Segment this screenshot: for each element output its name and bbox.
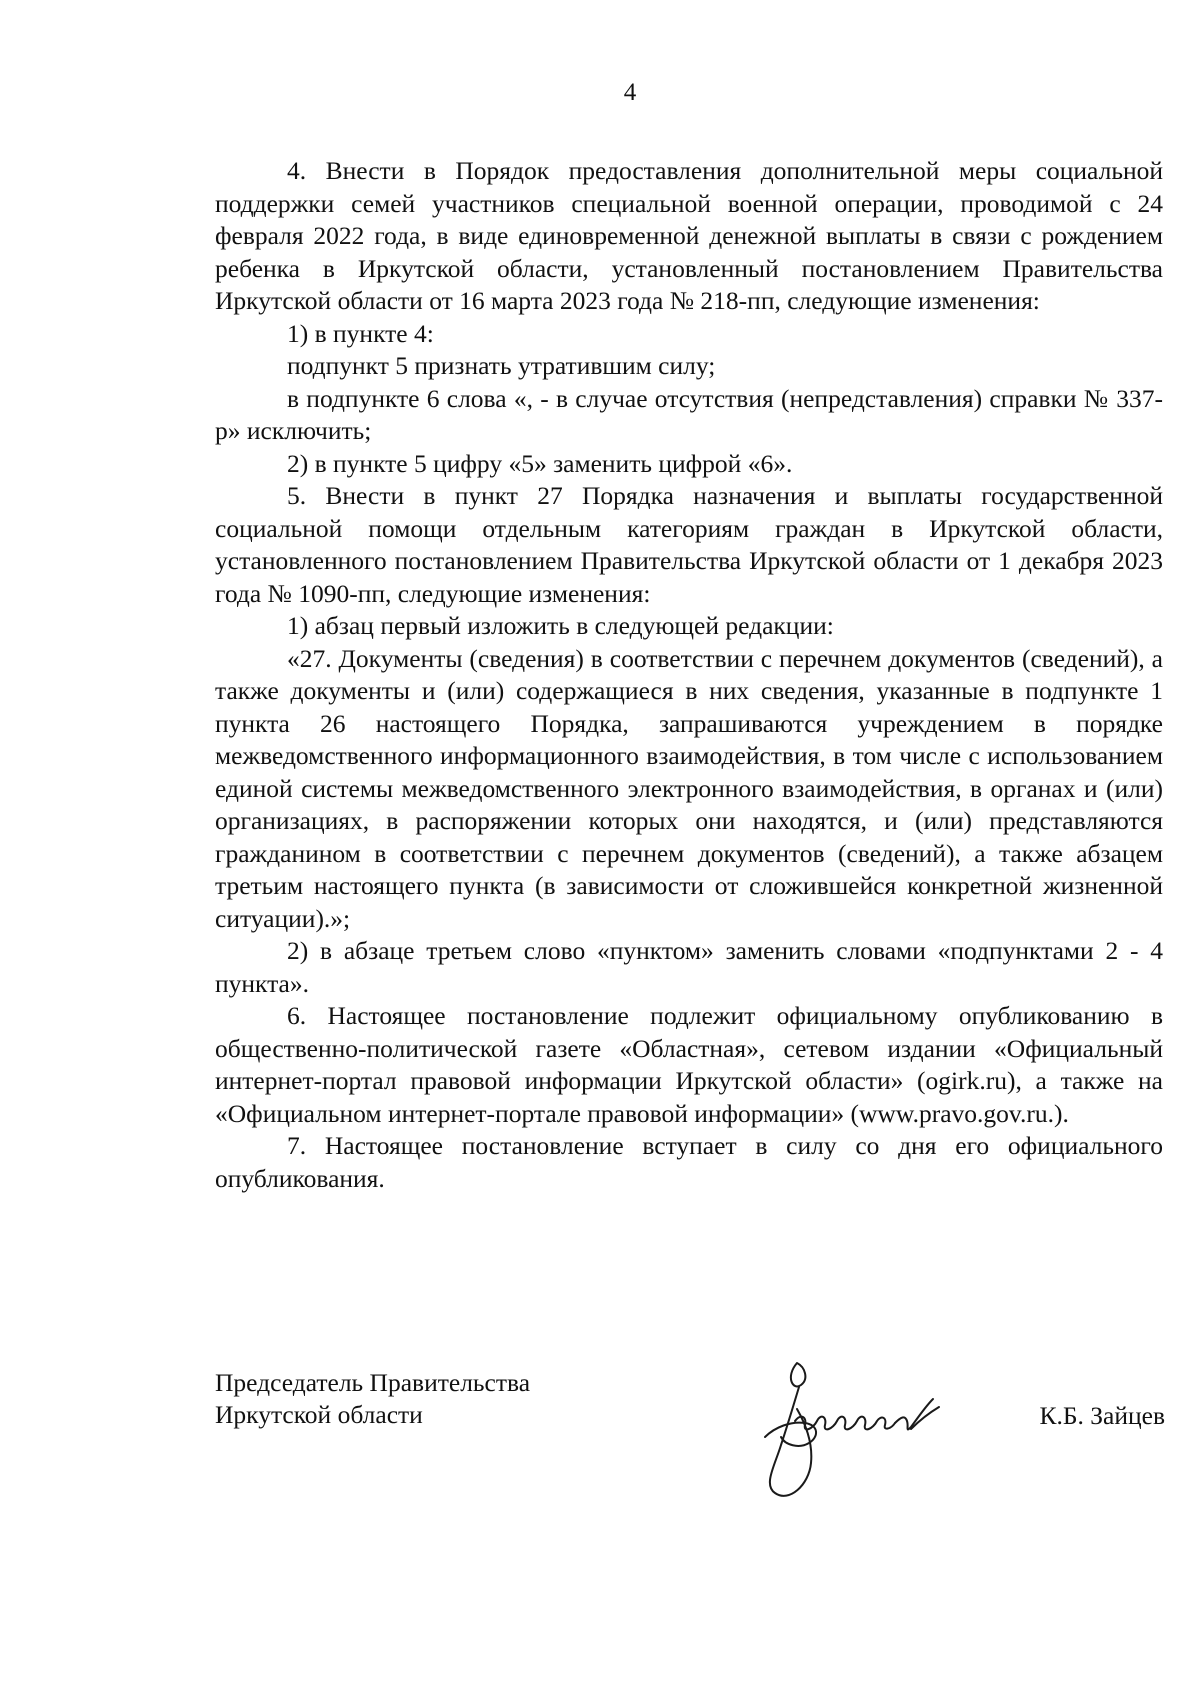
paragraph-quoted-27: «27. Документы (сведения) в соответствии с перечнем документов (сведений), а также документы и (или) содержащиеся в них сведения, указанные в подпункте 1 пункта 26 настоящего Порядка, запрашиваются учреждением в порядке межведомственного информационного взаимодействия, в том числе с использованием единой системы межведомственного электронного взаимодействия, в органах и (или) организациях, в распоряжении которых они находятся, и (или) представляются гражданином в соответствии с перечнем документов (сведений), а также абзацем третьим настоящего пункта (в зависимости от сложившейся конкретной жизненной ситуации).»; — [215, 643, 1163, 933]
signer-title-line-1: Председатель Правительства — [215, 1368, 531, 1397]
signer-title-line-2: Иркутской области — [215, 1400, 423, 1429]
paragraph-subitem-1: 1) в пункте 4: — [287, 318, 434, 348]
paragraph-subpoint-6: в подпункте 6 слова «, - в случае отсутствия (непредставления) справки № 337-р» исключить; — [215, 383, 1163, 445]
paragraph-item-5-subitem-1: 1) абзац первый изложить в следующей редакции: — [287, 611, 834, 640]
paragraph-item-5: 5. Внести в пункт 27 Порядка назначения и выплаты государственной социальной помощи отдельным категориям граждан в Иркутской области, установленного постановлением Правительства Иркутской области от 1 декабря 2023 года № 1090-пп, следующие изменения: — [215, 481, 1163, 608]
page-number: 4 — [623, 79, 637, 106]
paragraph-item-5-subitem-2: 2) в абзаце третьем слово «пунктом» заменить словами «подпунктами 2 - 4 пункта». — [215, 936, 1163, 998]
signer-title — [215, 1367, 635, 1431]
handwritten-signature — [735, 1357, 965, 1507]
paragraph-item-6: 6. Настоящее постановление подлежит официальному опубликованию в общественно-политической газете «Областная», сетевом издании «Официальный интернет-портал правовой информации Иркутской области» (ogirk.ru), а также на «Официальном интернет-портале правовой информации» (www.pravo.gov.ru.). — [215, 1001, 1163, 1128]
signer-name: К.Б. Зайцев — [1039, 1401, 1165, 1430]
paragraph-item-4: 4. Внести в Порядок предоставления дополнительной меры социальной поддержки семей участников специальной военной операции, проводимой с 24 февраля 2022 года, в виде единовременной денежной выплаты в связи с рождением ребенка в Иркутской области, установленный постановлением Правительства Иркутской области от 16 марта 2023 года № 218-пп, следующие изменения: — [215, 156, 1163, 315]
paragraph-subpoint-5: подпункт 5 признать утратившим силу; — [287, 351, 716, 380]
document-body — [215, 155, 1163, 1195]
signature-block — [215, 1367, 1165, 1507]
paragraph-subitem-2: 2) в пункте 5 цифру «5» заменить цифрой «6». — [287, 448, 793, 478]
paragraph-item-7: 7. Настоящее постановление вступает в силу со дня его официального опубликования. — [215, 1131, 1163, 1193]
